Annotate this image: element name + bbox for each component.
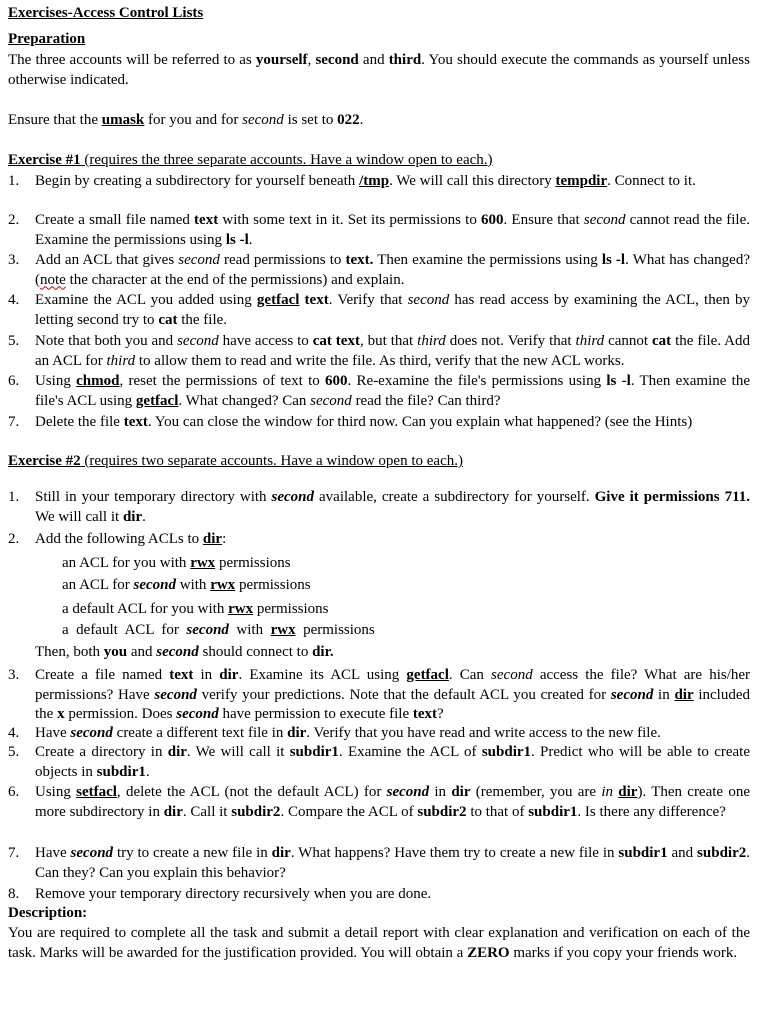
text-run: Examine the ACL you added using xyxy=(35,292,257,308)
text-run: the file. Add an ACL for xyxy=(35,333,750,369)
text-run: text xyxy=(194,212,219,228)
text-run: read permissions to xyxy=(219,252,346,268)
exercise-1-item-1 xyxy=(8,172,750,192)
text-run: second xyxy=(491,667,533,683)
text-run: second xyxy=(242,112,284,128)
text-run: . Can xyxy=(448,667,492,683)
text-run: dir xyxy=(202,531,223,547)
text-run: umask xyxy=(101,112,145,128)
text-run: Remove your temporary directory recursively when you are done. xyxy=(35,886,432,902)
text-run: dir xyxy=(618,784,638,800)
exercise-2-item-8 xyxy=(8,885,750,905)
list-number: 7. xyxy=(8,414,20,430)
text-run: with xyxy=(228,622,271,638)
text-run: Using xyxy=(35,784,77,800)
text-run: second xyxy=(70,725,113,741)
text-run: second xyxy=(154,686,197,703)
text-run: tempdir xyxy=(555,173,608,189)
list-item-text xyxy=(35,332,750,371)
text-run: . Then examine the file's ACL using xyxy=(35,373,751,409)
list-item-text xyxy=(35,783,750,822)
text-run: second xyxy=(610,686,654,703)
text-run: subdir2 xyxy=(697,845,747,861)
text-run: rwx xyxy=(210,577,236,593)
exercise-1-label: Exercise #1 xyxy=(8,152,81,168)
text-run: ZERO xyxy=(467,944,510,961)
list-number: 5. xyxy=(8,744,20,760)
text-run: . Examine the ACL of xyxy=(338,744,482,760)
list-item-text xyxy=(35,172,750,192)
list-item-text xyxy=(35,666,750,725)
text-run: . Examine its ACL using xyxy=(238,667,407,683)
text-run: dir xyxy=(674,686,694,703)
exercise-2-label: Exercise #2 xyxy=(8,453,81,469)
text-run: in xyxy=(601,784,613,800)
text-run: subdir2 xyxy=(231,803,281,820)
text-run: , reset the permissions of text to xyxy=(119,373,326,389)
text-run: permissions xyxy=(235,577,311,593)
text-run: verify your predictions. Note that the default ACL you created for xyxy=(196,686,611,703)
text-run: you xyxy=(103,644,128,660)
text-run: : xyxy=(222,531,227,547)
text-run: has read access by examining the ACL, then by letting second try to xyxy=(35,292,750,328)
list-item-text xyxy=(35,372,750,411)
text-run: third xyxy=(388,52,422,68)
text-run: setfacl xyxy=(76,784,117,800)
preparation-heading: Preparation xyxy=(8,31,86,47)
description-heading: Description: xyxy=(8,905,88,921)
exercise-1-item-5 xyxy=(8,332,750,371)
text-run: dir. xyxy=(312,644,334,660)
text-run: in xyxy=(653,686,675,703)
text-run: second xyxy=(271,489,315,505)
text-run: . We will call it xyxy=(186,744,290,760)
text-run: with xyxy=(176,577,211,593)
text-run: third xyxy=(106,352,136,369)
list-item-text xyxy=(35,251,750,290)
text-run: . xyxy=(359,112,364,128)
text-run: , xyxy=(307,52,316,68)
text-run: text xyxy=(123,414,148,430)
text-run: Create a file named xyxy=(35,667,170,683)
text-run: . xyxy=(248,231,253,248)
text-run: . You should execute the commands as yourself unless otherwise indicated. xyxy=(8,52,750,88)
text-run: . Call it xyxy=(182,803,232,820)
text-run: dir xyxy=(163,803,183,820)
text-run: Then examine the permissions using xyxy=(373,252,602,268)
exercise-2-item-2 xyxy=(8,530,750,550)
text-run: text xyxy=(412,706,438,722)
exercise-1-heading xyxy=(8,151,750,171)
text-run: . You can close the window for third now. Can you explain what happened? (see the Hints) xyxy=(147,414,693,430)
list-number: 3. xyxy=(8,667,20,683)
text-run: to allow them to read and write the file. As third, verify that the new ACL works. xyxy=(135,352,625,369)
text-run: Give it permissions 711. xyxy=(594,489,750,505)
text-run: . Predict who will be able to create objects in xyxy=(35,744,750,780)
text-run: . Verify that xyxy=(328,292,408,308)
text-run: subdir2 xyxy=(417,803,467,820)
list-item-text xyxy=(35,844,750,883)
text-run: Create a small file named xyxy=(35,212,195,228)
text-run: We will call it xyxy=(35,508,123,525)
text-run: . xyxy=(145,763,150,780)
text-run: Note that both you and xyxy=(35,333,178,349)
text-run: Have xyxy=(35,725,71,741)
text-run: is set to xyxy=(283,112,338,128)
text-run: ). Then create one more subdirectory in xyxy=(35,784,751,820)
text-run: . Ensure that xyxy=(503,212,584,228)
text-run: Begin by creating a subdirectory for yourself beneath xyxy=(35,173,360,189)
then-connect-line xyxy=(35,643,535,663)
text-run: have permission to execute file xyxy=(218,706,413,722)
text-run: second xyxy=(186,622,229,638)
exercise-2-item-3 xyxy=(8,666,750,725)
text-run: available, create a subdirectory for yourself. xyxy=(314,489,595,505)
text-run: second xyxy=(178,252,220,268)
list-item-text xyxy=(35,291,750,330)
acl-line-1 xyxy=(62,554,562,574)
exercise-2-item-5 xyxy=(8,743,750,782)
text-run: chmod xyxy=(76,373,120,389)
text-run: second xyxy=(133,577,177,593)
list-item-text xyxy=(35,724,750,744)
exercise-2-heading xyxy=(8,452,750,472)
text-run: Delete the file xyxy=(35,414,124,430)
text-run: second xyxy=(407,292,450,308)
exercise-2-item-4 xyxy=(8,724,750,744)
list-item-text xyxy=(35,743,750,782)
list-item-text xyxy=(35,885,750,905)
text-run: . What changed? Can xyxy=(178,392,311,409)
list-number: 4. xyxy=(8,292,20,308)
text-run: rwx xyxy=(190,555,216,571)
preparation-paragraph-1 xyxy=(8,51,750,90)
text-run: an ACL for you with xyxy=(62,555,191,571)
text-run: marks if you copy your friends work. xyxy=(509,944,738,961)
text-run: 600 xyxy=(325,373,348,389)
text-run: Ensure that the xyxy=(8,112,102,128)
text-run: cannot xyxy=(604,333,652,349)
text-run: . What happens? Have them try to create a new file in xyxy=(290,845,619,861)
text-run: yourself xyxy=(255,52,308,68)
text-run: try to create a new file in xyxy=(113,845,272,861)
text-run: a default ACL for you with xyxy=(62,601,229,617)
exercise-1-item-4 xyxy=(8,291,750,330)
text-run: second xyxy=(177,333,219,349)
text-run: third xyxy=(575,333,605,349)
list-number: 8. xyxy=(8,886,20,902)
text-run: dir xyxy=(122,508,143,525)
list-number: 6. xyxy=(8,784,20,800)
list-number: 2. xyxy=(8,212,20,228)
document-title: Exercises-Access Control Lists xyxy=(8,5,204,21)
text-run: text. xyxy=(345,252,374,268)
text-run: permission. Does xyxy=(64,706,177,722)
exercise-1-requirement: (requires the three separate accounts. Have a window open to each.) xyxy=(80,152,493,168)
text-run: . Re-examine the file's permissions using xyxy=(347,373,607,389)
text-run: dir xyxy=(271,845,291,861)
exercise-2-item-6 xyxy=(8,783,750,822)
text-run: second xyxy=(156,644,199,660)
text-run: note xyxy=(40,271,66,288)
list-item-text xyxy=(35,413,750,433)
text-run: subdir1 xyxy=(481,744,532,760)
exercise-1-item-3 xyxy=(8,251,750,290)
text-run: . What has changed? ( xyxy=(35,252,750,288)
text-run: x xyxy=(57,706,65,722)
text-run: . Is there any difference? xyxy=(577,803,726,820)
text-run: Still in your temporary directory with xyxy=(35,489,272,505)
exercise-2-requirement: (requires two separate accounts. Have a window open to each.) xyxy=(80,453,463,469)
text-run: subdir1 xyxy=(96,763,146,780)
list-number: 2. xyxy=(8,531,20,547)
text-run: have access to xyxy=(218,333,313,349)
text-run: second xyxy=(176,706,219,722)
text-run: cannot read the file. Examine the permissions using xyxy=(35,212,750,248)
text-run: Create a directory in xyxy=(35,744,168,760)
text-run: . xyxy=(142,508,146,525)
text-run: in xyxy=(193,667,220,683)
text-run: for you and for xyxy=(144,112,243,128)
text-run: cat text xyxy=(312,333,360,349)
text-run: ls -l xyxy=(225,231,249,248)
text-run: . Connect to it. xyxy=(607,173,696,189)
text-run: to that of xyxy=(466,803,529,820)
text-run: dir xyxy=(219,667,239,683)
text-run: second xyxy=(70,845,114,861)
exercise-1-item-6 xyxy=(8,372,750,411)
acl-line-3 xyxy=(62,600,562,620)
text-run: You are required to complete all the task and submit a detail report with clear explanation and verification on each of the task. Marks will be awarded for the justification provided. You will obtain a xyxy=(8,925,750,961)
text-run: . We will call this directory xyxy=(389,173,556,189)
text-run: . Compare the ACL of xyxy=(280,803,418,820)
list-number: 1. xyxy=(8,489,20,505)
text-run: second xyxy=(310,392,352,409)
text-run: 600 xyxy=(481,212,504,228)
text-run: permissions xyxy=(215,555,291,571)
list-item-text xyxy=(35,488,750,527)
text-run: second xyxy=(315,52,359,68)
text-run: and xyxy=(667,845,698,861)
exercise-1-item-2 xyxy=(8,211,750,250)
text-run: /tmp xyxy=(359,173,390,189)
text-run: create a different text file in xyxy=(112,725,288,741)
text-run: text xyxy=(299,292,329,308)
list-number: 4. xyxy=(8,725,20,741)
text-run: Have xyxy=(35,845,71,861)
text-run: should connect to xyxy=(198,644,313,660)
text-run: 022 xyxy=(337,112,360,128)
text-run: , delete the ACL (not the default ACL) for xyxy=(116,784,387,800)
text-run: in xyxy=(429,784,452,800)
text-run: subdir1 xyxy=(618,845,668,861)
text-run: getfacl xyxy=(256,292,300,308)
text-run: cat xyxy=(652,333,672,349)
description-paragraph xyxy=(8,924,750,963)
list-number: 6. xyxy=(8,373,20,389)
text-run: cat xyxy=(158,311,178,328)
text-run: dir xyxy=(167,744,187,760)
text-run: and xyxy=(127,644,157,660)
text-run: ? xyxy=(437,706,444,722)
text-run: text xyxy=(169,667,194,683)
text-run: permissions xyxy=(253,601,329,617)
text-run: does not. Verify that xyxy=(445,333,576,349)
list-number: 7. xyxy=(8,845,20,861)
text-run: getfacl xyxy=(135,392,179,409)
text-run: included the xyxy=(35,686,750,722)
text-run: second xyxy=(583,212,626,228)
exercise-2-item-1 xyxy=(8,488,750,527)
text-run: read the file? Can third? xyxy=(351,392,501,409)
text-run: ls -l xyxy=(606,373,631,389)
text-run: Add an ACL that gives xyxy=(35,252,179,268)
text-run: , but that xyxy=(359,333,418,349)
text-run: the file. xyxy=(177,311,228,328)
text-run: dir xyxy=(287,725,307,741)
text-run: getfacl xyxy=(406,667,449,683)
acl-line-4 xyxy=(62,621,562,641)
text-run: and xyxy=(358,52,389,68)
text-run: a default ACL for xyxy=(62,622,187,638)
text-run: permissions xyxy=(295,622,375,638)
text-run: second xyxy=(386,784,430,800)
text-run: Using xyxy=(35,373,77,389)
text-run: rwx xyxy=(228,601,254,617)
text-run: the character at the end of the permissions) and explain. xyxy=(65,271,405,288)
text-run: . Can they? Can you explain this behavior? xyxy=(35,845,750,881)
text-run: dir xyxy=(451,784,471,800)
text-run: access the file? What are his/her permissions? Have xyxy=(35,667,751,703)
text-run: third xyxy=(417,333,446,349)
text-run: subdir1 xyxy=(528,803,578,820)
list-number: 3. xyxy=(8,252,20,268)
text-run: rwx xyxy=(270,622,296,638)
text-run: The three accounts will be referred to as xyxy=(8,52,256,68)
list-item-text xyxy=(35,211,750,250)
text-run: with some text in it. Set its permissions to xyxy=(218,212,481,228)
text-run: Add the following ACLs to xyxy=(35,531,203,547)
text-run: subdir1 xyxy=(289,744,339,760)
text-run: ls -l xyxy=(601,252,626,268)
preparation-paragraph-2 xyxy=(8,111,750,131)
exercise-2-item-7 xyxy=(8,844,750,883)
acl-line-2 xyxy=(62,576,562,596)
text-run: (remember, you are xyxy=(470,784,602,800)
text-run: . Verify that you have read and write access to the new file. xyxy=(306,725,661,741)
exercise-1-item-7 xyxy=(8,413,750,433)
text-run: Then, both xyxy=(35,644,104,660)
list-number: 1. xyxy=(8,173,20,189)
list-item-text xyxy=(35,530,750,550)
text-run: an ACL for xyxy=(62,577,134,593)
list-number: 5. xyxy=(8,333,20,349)
